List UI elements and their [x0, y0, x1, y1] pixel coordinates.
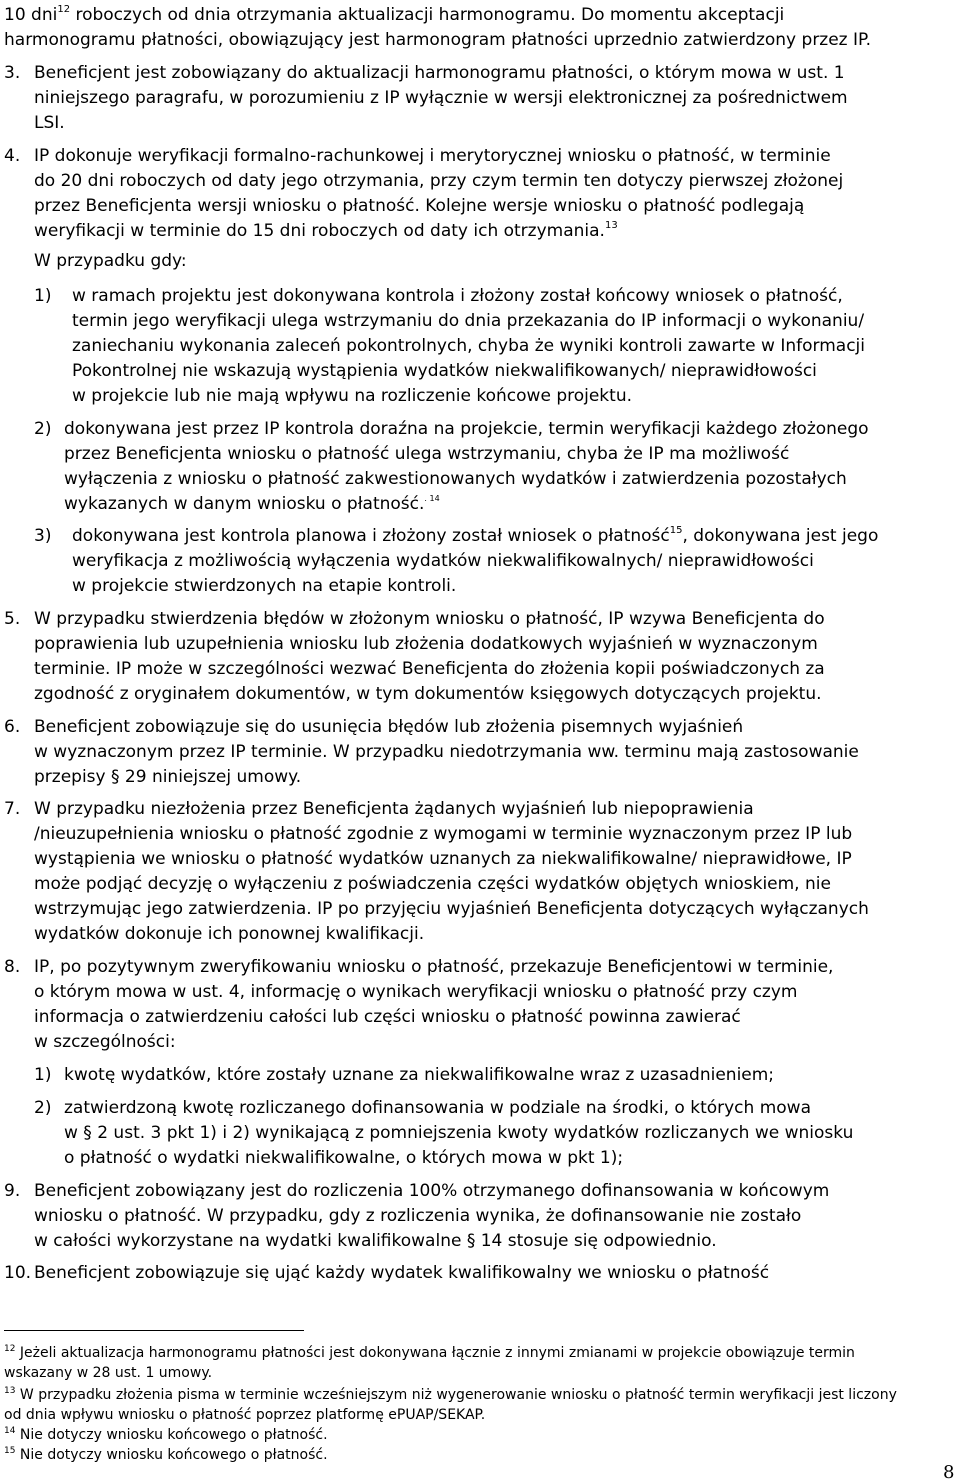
paragraph-6-line-1: Beneficjent zobowiązuje się do usunięcia błędów lub złożenia pisemnych wyjaśnień [34, 717, 744, 737]
paragraph-8-line-2: o którym mowa w ust. 4, informację o wynikach weryfikacji wniosku o płatność przy czym [34, 982, 798, 1002]
subitem-1-line-2: termin jego weryfikacji ulega wstrzymaniu do dnia przekazania do IP informacji o wykonaniu/ [72, 311, 865, 331]
subitem-2-line-4: wykazanych w danym wniosku o płatność.$^{. 14}$ [64, 494, 440, 514]
paragraph-2-line-1: 10 dni$^{12}$ roboczych od dnia otrzymania aktualizacji harmonogramu. Do momentu akceptacji [4, 4, 785, 25]
paragraph-7-line-6: wydatków dokonuje ich ponownej kwalifikacji. [34, 924, 425, 944]
paragraph-6-line-3: przepisy § 29 niniejszej umowy. [34, 767, 302, 787]
footnote-12-line-2: wskazany w 28 ust. 1 umowy. [4, 1365, 213, 1381]
footnote-12-line-1: $^{12}$ Jeżeli aktualizacja harmonogramu płatności jest dokonywana łącznie z innymi zmianami w projekcie obowiązuje termin [4, 1344, 855, 1361]
subitem-2-line-1: dokonywana jest przez IP kontrola doraźna na projekcie, termin weryfikacji każdego złożonego [64, 419, 869, 439]
paragraph-4-line-3: przez Beneficjenta wersji wniosku o płatność. Kolejne wersje wniosku o płatność podlegają [34, 196, 805, 216]
paragraph-8-subitem-2-line-3: o płatność o wydatki niekwalifikowalne, o których mowa w pkt 1); [64, 1148, 624, 1168]
subitem-3-line-3: w projekcie stwierdzonych na etapie kontroli. [72, 576, 457, 596]
paragraph-2-line-2: harmonogramu płatności, obowiązujący jest harmonogram płatności uprzednio zatwierdzony przez IP. [4, 30, 872, 50]
paragraph-6-line-2: w wyznaczonym przez IP terminie. W przypadku niedotrzymania ww. terminu mają zastosowanie [34, 742, 859, 762]
paragraph-7-line-2: /nieuzupełnienia wniosku o płatność zgodnie z wymogami w terminie wyznaczonym przez IP lub [34, 824, 853, 844]
subitem-3-line-1: dokonywana jest kontrola planowa i złożony został wniosek o płatność$^{15}$, dokonywana jest jego [72, 525, 879, 546]
paragraph-10-number: 10. [4, 1263, 32, 1283]
footnote-13-line-1: $^{13}$ W przypadku złożenia pisma w terminie wcześniejszym niż wygenerowanie wniosku o płatność termin weryfikacji jest liczony [4, 1386, 897, 1403]
paragraph-3-number: 3. [4, 63, 21, 83]
footnote-15: $^{15}$ Nie dotyczy wniosku końcowego o płatność. [4, 1446, 328, 1463]
paragraph-9-line-3: w całości wykorzystane na wydatki kwalifikowalne § 14 stosuje się odpowiednio. [34, 1231, 717, 1251]
paragraph-8-subitem-1-number: 1) [34, 1065, 52, 1085]
paragraph-7-line-4: może podjąć decyzję o wyłączeniu z poświadczenia części wydatków objętych wnioskiem, nie [34, 874, 831, 894]
subitem-3-line-2: weryfikacja z możliwością wyłączenia wydatków niekwalifikowalnych/ nieprawidłowości [72, 551, 814, 571]
paragraph-4-number: 4. [4, 146, 21, 166]
paragraph-3-line-2: niniejszego paragrafu, w porozumieniu z IP wyłącznie w wersji elektronicznej za pośrednictwem [34, 88, 848, 108]
paragraph-7-line-3: wystąpienia we wniosku o płatność wydatków uznanych za niekwalifikowalne/ nieprawidłowe, IP [34, 849, 852, 869]
subitem-1-line-1: w ramach projektu jest dokonywana kontrola i złożony został końcowy wniosek o płatność, [72, 286, 843, 306]
paragraph-9-number: 9. [4, 1181, 21, 1201]
subitem-1-line-5: w projekcie lub nie mają wpływu na rozliczenie końcowe projektu. [72, 386, 632, 406]
paragraph-6-number: 6. [4, 717, 21, 737]
paragraph-5-line-1: W przypadku stwierdzenia błędów w złożonym wniosku o płatność, IP wzywa Beneficjenta do [34, 609, 825, 629]
paragraph-5-line-3: terminie. IP może w szczególności wezwać Beneficjenta do złożenia kopii poświadczonych za [34, 659, 825, 679]
subitem-2-line-2: przez Beneficjenta wniosku o płatność ulega wstrzymaniu, chyba że IP ma możliwość [64, 444, 790, 464]
paragraph-7-line-5: wstrzymując jego zatwierdzenia. IP po przyjęciu wyjaśnień Beneficjenta dotyczących wyłączanych [34, 899, 869, 919]
footnote-13-line-2: od dnia wpływu wniosku o płatność poprzez platformę ePUAP/SEKAP. [4, 1407, 486, 1423]
paragraph-4-line-5: W przypadku gdy: [34, 251, 187, 271]
paragraph-4-line-2: do 20 dni roboczych od daty jego otrzymania, przy czym termin ten dotyczy pierwszej złożonej [34, 171, 844, 191]
paragraph-5-number: 5. [4, 609, 21, 629]
paragraph-3-line-1: Beneficjent jest zobowiązany do aktualizacji harmonogramu płatności, o którym mowa w ust. 1 [34, 63, 845, 83]
paragraph-8-number: 8. [4, 957, 21, 977]
paragraph-8-subitem-2-number: 2) [34, 1098, 52, 1118]
subitem-2-number: 2) [34, 419, 52, 439]
paragraph-8-line-4: w szczególności: [34, 1032, 176, 1052]
paragraph-8-subitem-2-line-2: w § 2 ust. 3 pkt 1) i 2) wynikającą z pomniejszenia kwoty wydatków rozliczanych we wniosku [64, 1123, 854, 1143]
paragraph-9-line-2: wniosku o płatność. W przypadku, gdy z rozliczenia wynika, że dofinansowanie nie zostało [34, 1206, 802, 1226]
paragraph-8-subitem-1-line-1: kwotę wydatków, które zostały uznane za niekwalifikowalne wraz z uzasadnieniem; [64, 1065, 775, 1085]
paragraph-8-line-3: informacja o zatwierdzeniu całości lub części wniosku o płatność powinna zawierać [34, 1007, 741, 1027]
paragraph-5-line-4: zgodność z oryginałem dokumentów, w tym dokumentów księgowych dotyczących projektu. [34, 684, 822, 704]
paragraph-4-line-4: weryfikacji w terminie do 15 dni roboczych od daty ich otrzymania.$^{13}$ [34, 220, 618, 241]
paragraph-7-number: 7. [4, 799, 21, 819]
subitem-2-line-3: wyłączenia z wniosku o płatność zakwestionowanych wydatków i zatwierdzenia pozostałych [64, 469, 847, 489]
paragraph-8-subitem-2-line-1: zatwierdzoną kwotę rozliczanego dofinansowania w podziale na środki, o których mowa [64, 1098, 811, 1118]
paragraph-7-line-1: W przypadku niezłożenia przez Beneficjenta żądanych wyjaśnień lub niepoprawienia [34, 799, 754, 819]
footnote-separator [4, 1330, 304, 1331]
paragraph-4-line-1: IP dokonuje weryfikacji formalno-rachunkowej i merytorycznej wniosku o płatność, w terminie [34, 146, 831, 166]
paragraph-8-line-1: IP, po pozytywnym zweryfikowaniu wniosku o płatność, przekazuje Beneficjentowi w terminie, [34, 957, 834, 977]
subitem-1-line-4: Pokontrolnej nie wskazują wystąpienia wydatków niekwalifikowanych/ nieprawidłowości [72, 361, 817, 381]
subitem-3-number: 3) [34, 526, 52, 546]
paragraph-3-line-3: LSI. [34, 113, 65, 133]
footnote-14: $^{14}$ Nie dotyczy wniosku końcowego o płatność. [4, 1426, 328, 1443]
paragraph-9-line-1: Beneficjent zobowiązany jest do rozliczenia 100% otrzymanego dofinansowania w końcowym [34, 1181, 830, 1201]
page-number: 8 [943, 1462, 955, 1483]
paragraph-10-line-1: Beneficjent zobowiązuje się ująć każdy wydatek kwalifikowalny we wniosku o płatność [34, 1263, 770, 1283]
paragraph-5-line-2: poprawienia lub uzupełnienia wniosku lub złożenia dodatkowych wyjaśnień w wyznaczonym [34, 634, 818, 654]
subitem-1-number: 1) [34, 286, 52, 306]
subitem-1-line-3: zaniechaniu wykonania zaleceń pokontrolnych, chyba że wyniki kontroli zawarte w Informacji [72, 336, 865, 356]
